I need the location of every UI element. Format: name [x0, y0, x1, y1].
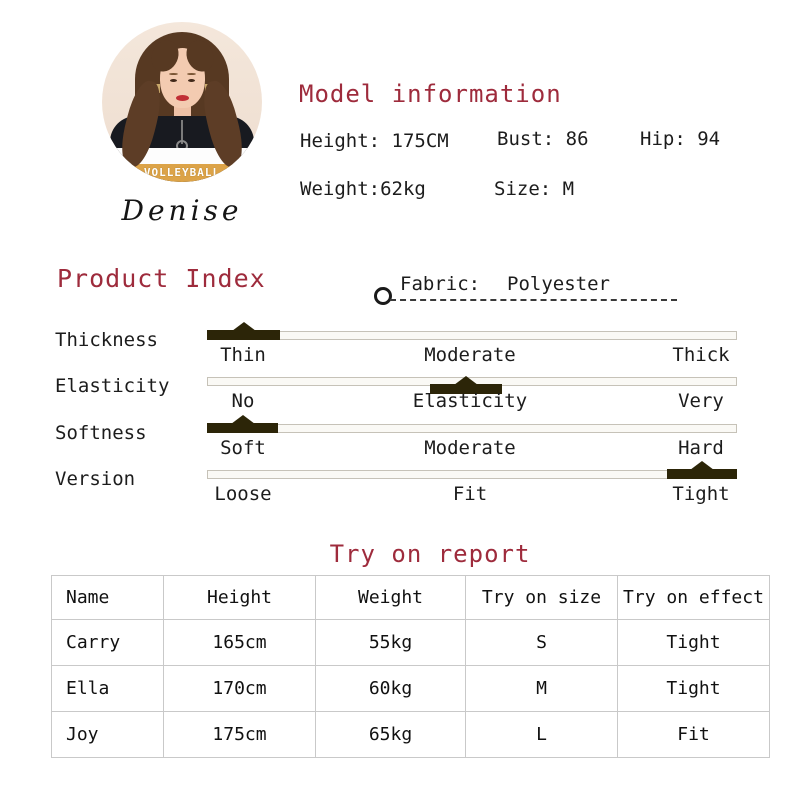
slider-thickness-marker-icon — [232, 322, 256, 331]
cell-height: 175cm — [164, 712, 316, 758]
slider-softness-option-high: Hard — [678, 437, 724, 459]
col-header-name: Name — [52, 576, 164, 620]
model-name: Denise — [121, 194, 243, 227]
table-row — [52, 712, 770, 758]
col-header-height: Height — [164, 576, 316, 620]
slider-softness-option-low: Soft — [220, 437, 266, 459]
slider-version-label: Version — [55, 468, 136, 490]
slider-elasticity-label: Elasticity — [55, 375, 170, 397]
cell-weight: 65kg — [316, 712, 466, 758]
model-hip: Hip: 94 — [640, 128, 721, 150]
cell-size: L — [466, 712, 618, 758]
eye-right — [188, 79, 195, 82]
col-header-size: Try on size — [466, 576, 618, 620]
col-header-effect: Try on effect — [618, 576, 770, 620]
slider-thickness-label: Thickness — [55, 329, 158, 351]
slider-version-track — [207, 470, 737, 479]
slider-version-option-mid: Fit — [452, 483, 488, 505]
slider-thickness-handle — [207, 330, 280, 340]
cell-effect: Tight — [618, 666, 770, 712]
eyebrow-right — [187, 73, 196, 75]
table-header-row — [52, 576, 770, 620]
model-info-title: Model information — [299, 80, 562, 108]
model-weight: Weight:62kg — [300, 178, 426, 200]
eyebrow-left — [169, 73, 178, 75]
table-row — [52, 666, 770, 712]
shirt-text: VOLLEYBALL — [110, 164, 254, 182]
slider-softness-option-mid: Moderate — [424, 437, 516, 459]
slider-version-marker-icon — [690, 461, 714, 470]
slider-version-option-low: Loose — [214, 483, 272, 505]
product-index-title: Product Index — [57, 264, 266, 293]
slider-elasticity-option-high: Very — [678, 390, 724, 412]
cell-size: M — [466, 666, 618, 712]
cell-height: 170cm — [164, 666, 316, 712]
cell-size: S — [466, 620, 618, 666]
slider-version-option-high: Tight — [672, 483, 730, 505]
model-height: Height: 175CM — [300, 130, 449, 152]
slider-thickness-option-mid: Moderate — [424, 344, 516, 366]
model-size: Size: M — [494, 178, 575, 200]
slider-softness-track — [207, 424, 737, 433]
slider-elasticity-marker-icon — [454, 376, 478, 385]
cell-weight: 55kg — [316, 620, 466, 666]
eye-left — [170, 79, 177, 82]
cell-name: Carry — [52, 620, 164, 666]
slider-version-handle — [667, 469, 737, 479]
cell-effect: Tight — [618, 620, 770, 666]
fabric-label: Fabric: — [400, 273, 481, 295]
col-header-weight: Weight — [316, 576, 466, 620]
cell-weight: 60kg — [316, 666, 466, 712]
fabric-value: Polyester — [507, 273, 610, 295]
slider-thickness-option-high: Thick — [672, 344, 730, 366]
slider-elasticity-option-mid: Elasticity — [412, 390, 528, 412]
model-bust: Bust: 86 — [497, 128, 589, 150]
cell-name: Joy — [52, 712, 164, 758]
try-on-report-title: Try on report — [329, 540, 531, 568]
table-row — [52, 620, 770, 666]
slider-thickness-option-low: Thin — [220, 344, 266, 366]
try-on-report-table — [51, 575, 770, 758]
lips-shape — [176, 95, 189, 101]
cell-effect: Fit — [618, 712, 770, 758]
slider-softness-marker-icon — [231, 415, 255, 424]
cell-name: Ella — [52, 666, 164, 712]
slider-softness-handle — [207, 423, 278, 433]
slider-thickness-track — [207, 331, 737, 340]
slider-elasticity-option-low: No — [231, 390, 255, 412]
model-photo — [102, 22, 262, 182]
cell-height: 165cm — [164, 620, 316, 666]
slider-softness-label: Softness — [55, 422, 147, 444]
